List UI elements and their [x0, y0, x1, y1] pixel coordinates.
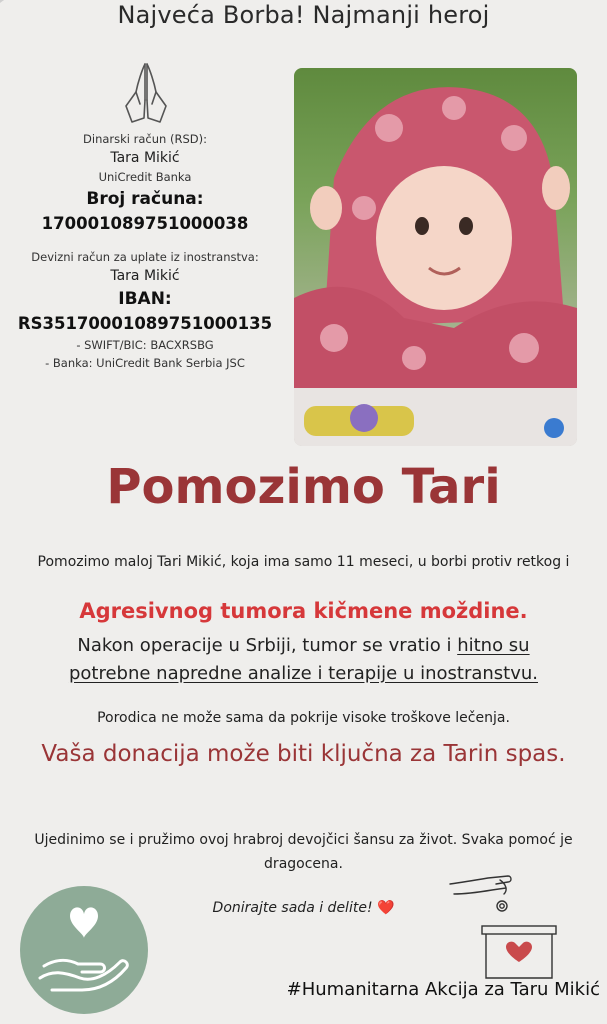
after-op-plain: Nakon operacije u Srbiji, tumor se vratio i — [77, 635, 458, 656]
page-title: Najveća Borba! Najmanji heroj — [117, 1, 490, 29]
iban-number: RS35170001089751000135 — [17, 314, 273, 333]
diagnosis-text: Agresivnog tumora kičmene moždine. — [79, 599, 528, 623]
after-op-underline-1: hitno su — [457, 635, 530, 656]
account-number: 170001089751000038 — [41, 214, 249, 233]
account-label: Broj računa: — [86, 189, 204, 209]
hand-dropping-coin-icon — [446, 870, 522, 918]
unite-text: Ujedinimo se i pružimo ovoj hrabroj devojčici šansu za život. Svaka pomoć je dragocena. — [34, 832, 573, 872]
swift-code: - SWIFT/BIC: BACXRSBG — [76, 338, 214, 352]
foreign-name: Tara Mikić — [110, 268, 180, 284]
heart-in-hand-icon — [20, 886, 148, 1014]
iban-label: IBAN: — [118, 289, 172, 309]
donation-box-icon — [478, 922, 560, 982]
family-text: Porodica ne može sama da pokrije visoke troškove lečenja. — [97, 710, 510, 726]
after-op-underline-2: potrebne napredne analize i terapije u inostranstvu. — [68, 663, 539, 684]
headline: Pomozimo Tari — [106, 459, 501, 515]
bank-name: - Banka: UniCredit Bank Serbia JSC — [45, 356, 245, 370]
rsd-bank: UniCredit Banka — [98, 170, 192, 184]
foreign-label: Devizni račun za uplate iz inostranstva: — [31, 250, 259, 264]
heart-icon: ❤️ — [377, 900, 395, 916]
intro-text: Pomozimo maloj Tari Mikić, koja ima samo 11 meseci, u borbi protiv retkog i — [37, 554, 570, 570]
share-label: Donirajte sada i delite! — [212, 900, 373, 916]
rsd-label: Dinarski račun (RSD): — [83, 132, 207, 146]
rsd-name: Tara Mikić — [110, 150, 180, 166]
donation-text: Vaša donacija može biti ključna za Tarin spas. — [41, 741, 566, 767]
child-photo — [294, 68, 577, 446]
bank-details — [0, 130, 290, 372]
after-operation-text — [20, 632, 587, 688]
hashtag: #Humanitarna Akcija za Taru Mikić — [286, 979, 600, 1000]
praying-hands-icon — [118, 60, 174, 128]
